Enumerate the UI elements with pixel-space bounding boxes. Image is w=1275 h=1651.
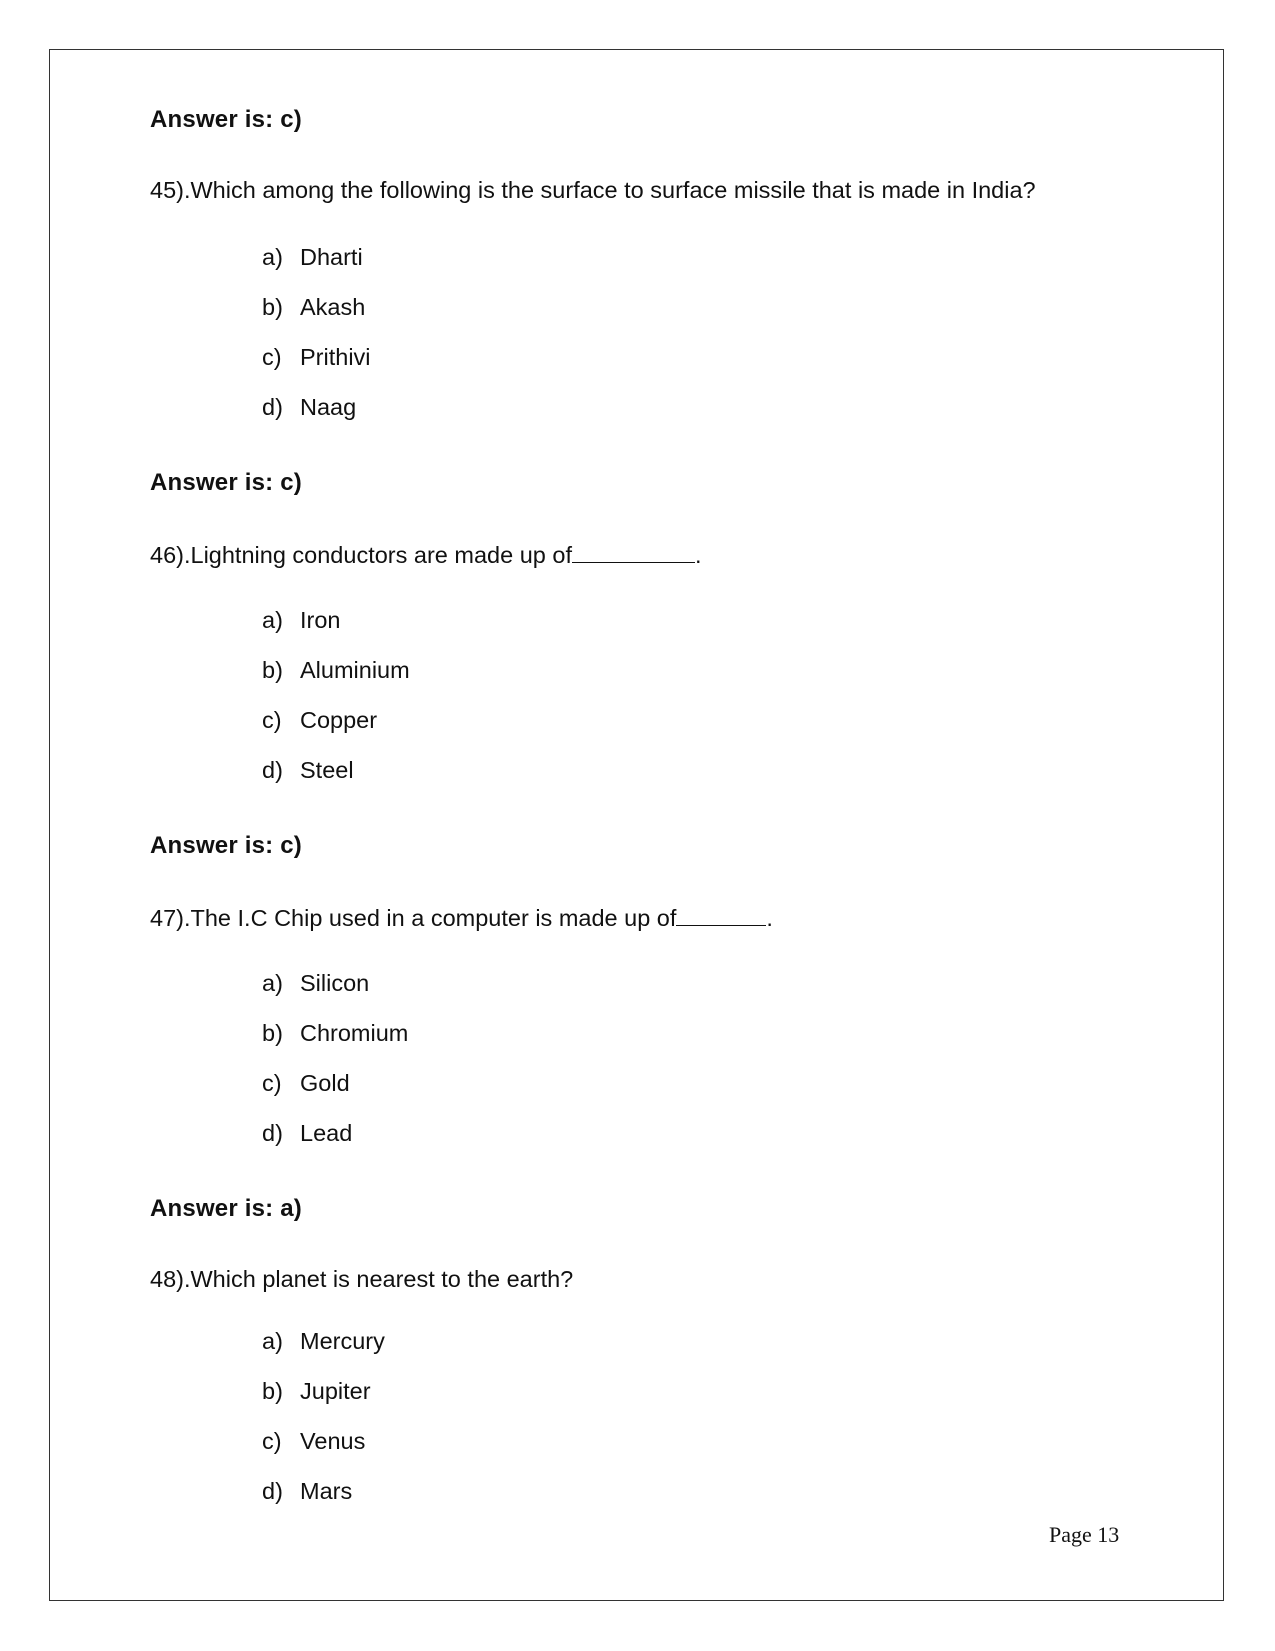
- option-47-a: [262, 970, 369, 997]
- option-46-d: [262, 757, 354, 784]
- option-letter: a): [262, 970, 283, 996]
- option-text: Venus: [300, 1428, 366, 1454]
- option-46-b: [262, 657, 410, 684]
- option-letter: b): [262, 1020, 283, 1046]
- question-45: 45).Which among the following is the surface to surface missile that is made in India?: [150, 177, 1036, 203]
- answer-47: Answer is: a): [150, 1195, 302, 1222]
- option-text: Silicon: [300, 970, 370, 996]
- option-48-c: [262, 1428, 365, 1455]
- answer-44: Answer is: c): [150, 106, 302, 133]
- option-text: Lead: [300, 1120, 353, 1146]
- option-text: Aluminium: [300, 657, 410, 683]
- option-letter: a): [262, 1328, 283, 1354]
- fill-blank: [572, 540, 695, 563]
- option-letter: c): [262, 1428, 282, 1454]
- option-letter: d): [262, 1478, 283, 1504]
- fill-blank: [676, 903, 766, 926]
- question-text: 46).Lightning conductors are made up of: [150, 542, 572, 568]
- question-end: .: [766, 905, 773, 931]
- option-letter: b): [262, 1378, 283, 1404]
- option-text: Gold: [300, 1070, 350, 1096]
- option-text: Mars: [300, 1478, 353, 1504]
- question-47: [150, 903, 773, 932]
- page-border: [49, 49, 1224, 1601]
- option-letter: c): [262, 344, 282, 370]
- option-48-d: [262, 1478, 352, 1505]
- option-text: Steel: [300, 757, 354, 783]
- question-end: .: [694, 542, 702, 568]
- option-48-b: [262, 1378, 371, 1405]
- option-letter: a): [262, 244, 283, 270]
- option-text: Copper: [300, 707, 378, 733]
- option-47-d: [262, 1120, 352, 1147]
- option-text: Prithivi: [300, 344, 371, 370]
- option-text: Akash: [300, 294, 366, 320]
- option-text: Iron: [300, 607, 341, 633]
- option-text: Chromium: [300, 1020, 409, 1046]
- question-text: 47).The I.C Chip used in a computer is made up of: [150, 905, 677, 931]
- option-45-b: [262, 294, 365, 321]
- option-45-c: [262, 344, 371, 371]
- option-letter: a): [262, 607, 283, 633]
- option-46-a: [262, 607, 341, 634]
- answer-45: Answer is: c): [150, 469, 302, 496]
- option-text: Dharti: [300, 244, 363, 270]
- option-letter: b): [262, 657, 283, 683]
- option-letter: c): [262, 707, 282, 733]
- option-letter: d): [262, 1120, 283, 1146]
- option-text: Jupiter: [300, 1378, 371, 1404]
- option-text: Naag: [300, 394, 357, 420]
- answer-46: Answer is: c): [150, 832, 302, 859]
- option-letter: d): [262, 394, 283, 420]
- option-letter: d): [262, 757, 283, 783]
- option-letter: b): [262, 294, 283, 320]
- option-46-c: [262, 707, 377, 734]
- option-text: Mercury: [300, 1328, 385, 1354]
- page-number: Page 13: [1049, 1522, 1120, 1547]
- option-48-a: [262, 1328, 385, 1355]
- option-45-a: [262, 244, 363, 271]
- question-46: [150, 540, 702, 569]
- option-letter: c): [262, 1070, 282, 1096]
- option-45-d: [262, 394, 356, 421]
- question-48: 48).Which planet is nearest to the earth?: [150, 1266, 574, 1292]
- option-47-b: [262, 1020, 408, 1047]
- option-47-c: [262, 1070, 350, 1097]
